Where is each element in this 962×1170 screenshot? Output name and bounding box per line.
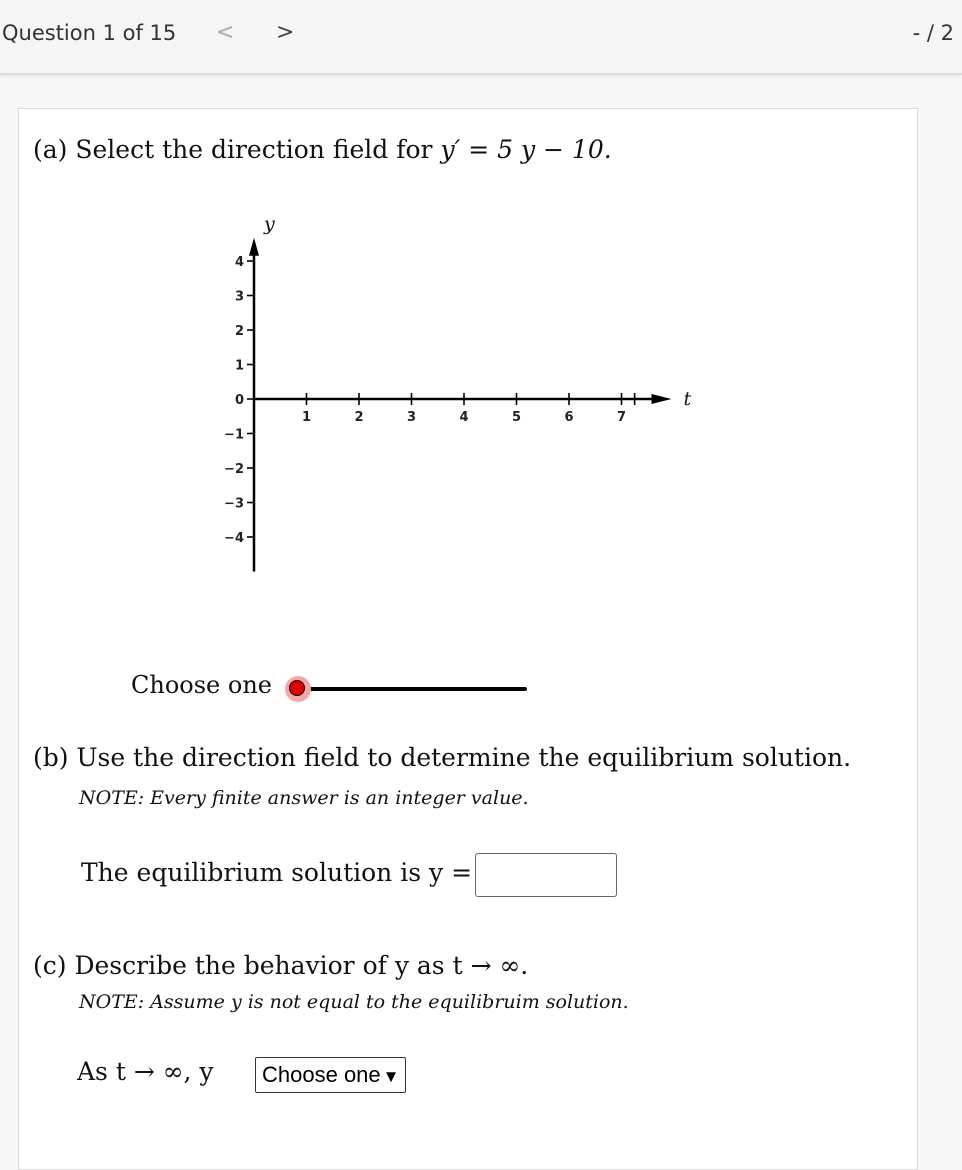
part-a-prefix: (a) Select the direction field for	[33, 135, 441, 164]
part-b-prompt: (b) Use the direction field to determine the equilibrium solution.	[33, 743, 852, 772]
part-c-prompt: (c) Describe the behavior of y as t → ∞.	[33, 951, 529, 980]
y-tick-label: −3	[224, 496, 244, 512]
direction-field-slider[interactable]	[285, 674, 535, 704]
x-axis-arrow-icon	[652, 394, 672, 404]
y-tick-label: 0	[234, 393, 244, 408]
y-axis-arrow-icon	[249, 238, 259, 256]
y-axis-label: y	[264, 212, 275, 235]
y-tick-label: 3	[234, 289, 244, 305]
x-axis-label: t	[683, 388, 692, 410]
next-question-button[interactable]: >	[276, 20, 295, 45]
behavior-label: As t → ∞, y	[77, 1057, 214, 1086]
behavior-select[interactable]	[255, 1057, 406, 1093]
slider-track[interactable]	[299, 687, 527, 691]
y-tick-label: 2	[234, 324, 244, 339]
behavior-select-value: Choose one	[262, 1062, 381, 1087]
x-tick-label: 7	[616, 410, 627, 425]
slider-knob[interactable]	[289, 680, 305, 696]
x-tick-label: 4	[459, 410, 469, 425]
y-tick-label: −1	[224, 427, 244, 443]
previous-question-button[interactable]: <	[216, 20, 235, 45]
part-a-prompt	[33, 135, 612, 164]
question-counter: Question 1 of 15	[2, 21, 177, 45]
y-tick-label: 4	[234, 255, 244, 270]
x-tick-label: 2	[354, 410, 364, 425]
axes-plot	[209, 199, 692, 589]
equilibrium-answer-input[interactable]	[475, 853, 617, 897]
x-tick-label: 6	[564, 410, 574, 425]
score-indicator: - / 2	[912, 21, 954, 45]
x-tick-label: 1	[301, 410, 312, 425]
direction-field-chooser-label: Choose one	[131, 671, 272, 699]
y-tick-label: −4	[224, 531, 244, 546]
equilibrium-label: The equilibrium solution is y =	[81, 858, 473, 887]
x-tick-label: 5	[511, 410, 522, 425]
y-tick-label: 1	[234, 358, 244, 374]
part-a-equation: y′ = 5 y − 10.	[440, 135, 612, 164]
chevron-down-icon: ▼	[382, 1067, 400, 1086]
part-c-note: NOTE: Assume y is not equal to the equilibruim solution.	[79, 991, 629, 1013]
y-tick-label: −2	[224, 462, 244, 477]
question-card	[18, 108, 918, 1170]
question-header	[0, 0, 962, 75]
x-tick-label: 3	[406, 410, 417, 425]
part-b-note: NOTE: Every finite answer is an integer value.	[79, 787, 529, 809]
